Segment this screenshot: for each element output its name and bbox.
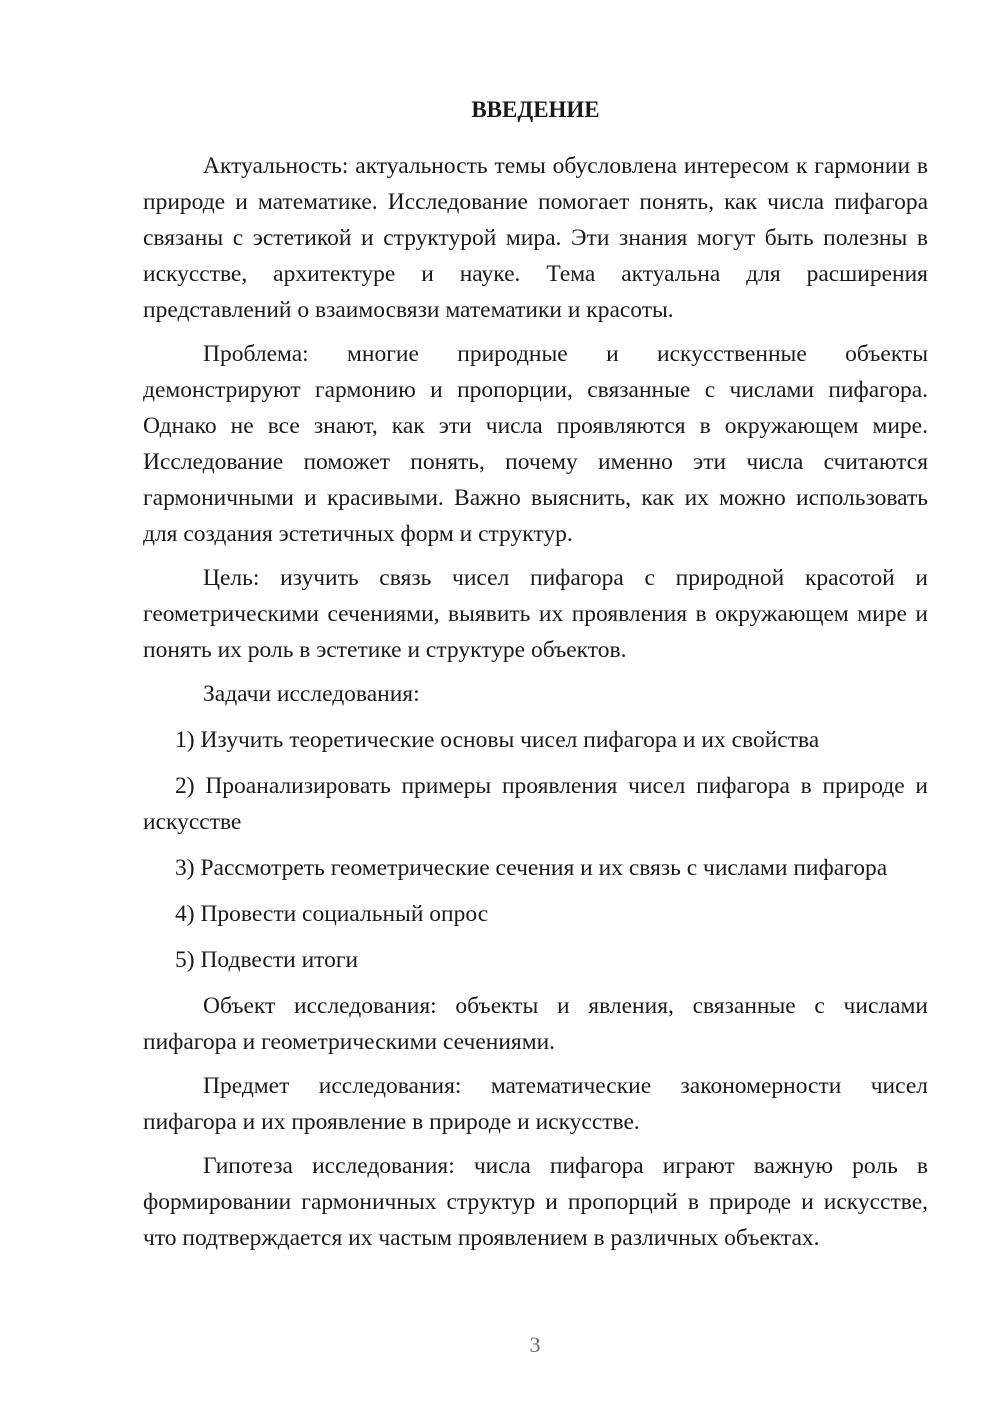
object-paragraph: Объект исследования: объекты и явления, связанные с числами пифагора и геометрическими сечениями.: [143, 993, 928, 1055]
subject-paragraph: Предмет исследования: математические закономерности чисел пифагора и их проявление в природе и искусстве.: [143, 1073, 928, 1135]
task-item-2: 2) Проанализировать примеры проявления чисел пифагора в природе и искусстве: [143, 773, 928, 835]
goal-paragraph: Цель: изучить связь чисел пифагора с природной красотой и геометрическими сечениями, выявить их проявления в окружающем мире и понять их роль в эстетике и структуре объектов.: [143, 565, 928, 663]
problem-paragraph: Проблема: многие природные и искусственные объекты демонстрируют гармонию и пропорции, связанные с числами пифагора. Однако не все знают, как эти числа проявляются в окружающем мире. Исследование поможет понять, почему именно эти числа считаются гармоничными и красивыми. Важно выяснить, как их можно использовать для создания эстетичных форм и структур.: [143, 341, 928, 547]
page-title: ВВЕДЕНИЕ: [471, 97, 600, 122]
task-item-5: 5) Подвести итоги: [175, 947, 359, 973]
document-page: [143, 92, 928, 1264]
task-item-4: 4) Провести социальный опрос: [175, 901, 489, 927]
relevance-paragraph: Актуальность: актуальность темы обусловлена интересом к гармонии в природе и математике. Исследование помогает понять, как числа пифагора связаны с эстетикой и структурой мира. Эти знания могут быть полезны в искусстве, архитектуре и науке. Тема актуальна для расширения представлений о взаимосвязи математики и красоты.: [143, 153, 928, 323]
page-number: 3: [529, 1332, 541, 1357]
task-item-3: 3) Рассмотреть геометрические сечения и их связь с числами пифагора: [175, 855, 888, 881]
tasks-heading: Задачи исследования:: [203, 681, 420, 707]
hypothesis-paragraph: Гипотеза исследования: числа пифагора играют важную роль в формировании гармоничных структур и пропорций в природе и искусстве, что подтверждается их частым проявлением в различных объектах.: [143, 1153, 928, 1251]
task-item-1: 1) Изучить теоретические основы чисел пифагора и их свойства: [175, 727, 820, 753]
